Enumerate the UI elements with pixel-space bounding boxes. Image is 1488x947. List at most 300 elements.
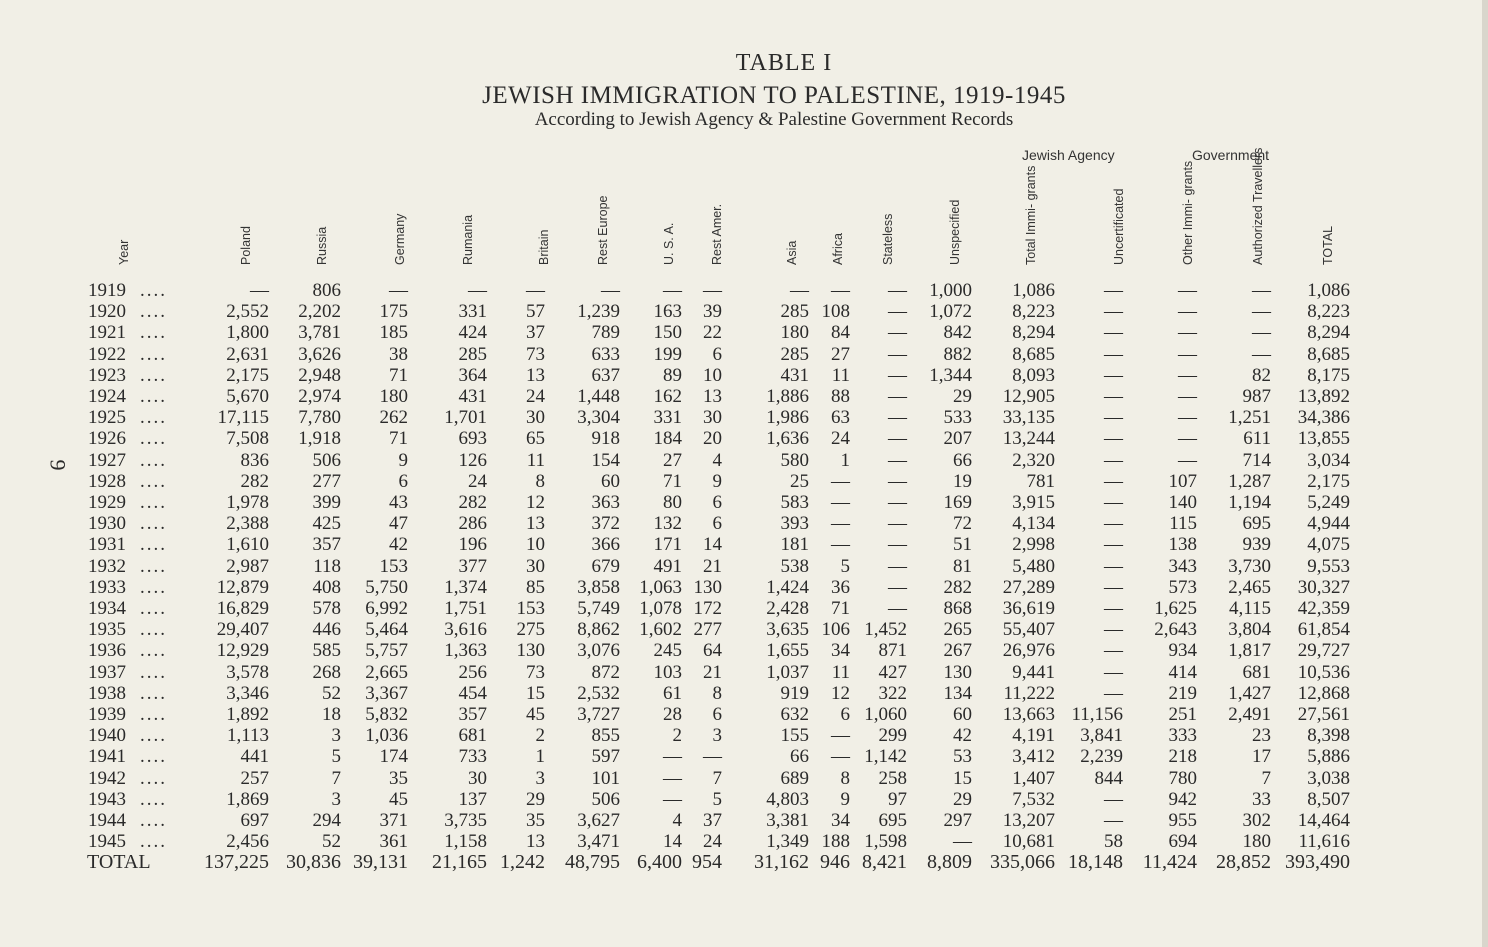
cell-usa: 491 [653, 555, 682, 577]
cell-britain: 3 [535, 767, 545, 789]
cell-stateless: — [888, 449, 907, 471]
cell-germany: 153 [379, 555, 408, 577]
cell-poland: 1,978 [226, 492, 269, 513]
cell-year: 1934 [88, 598, 126, 619]
cell-africa: — [831, 470, 850, 492]
cell-rumania: 693 [458, 428, 487, 450]
cell-africa: 63 [831, 407, 850, 429]
cell-rumania: 285 [458, 343, 487, 365]
cell-germany: 71 [389, 428, 408, 450]
cell-total-immigrants: 8,294 [1012, 322, 1055, 344]
cell-authorized-travellers: 1,427 [1228, 682, 1271, 704]
cell-poland: 2,388 [226, 513, 269, 535]
cell-rest-europe: 855 [591, 725, 620, 747]
cell-poland: 2,552 [226, 301, 269, 323]
column-header-total-immigrants [1014, 165, 1038, 278]
cell-total: 12,868 [1297, 682, 1350, 704]
column-header-year [107, 178, 129, 278]
cell-year: 1936 [88, 640, 126, 662]
cell-britain: 29 [526, 788, 545, 810]
cell-unspecified: 1,072 [929, 301, 972, 323]
cell-authorized-travellers: — [1252, 343, 1271, 365]
cell-africa: 1 [840, 449, 850, 471]
leader-dots: .... [140, 534, 167, 556]
cell-germany: 174 [379, 746, 408, 768]
column-header-label: TOTAL [1321, 225, 1335, 265]
cell-authorized-travellers: 23 [1252, 725, 1271, 747]
cell-usa: 4 [672, 810, 682, 831]
cell-poland: 441 [240, 746, 269, 768]
cell-asia: 1,424 [766, 576, 809, 598]
cell-britain: 11 [526, 449, 545, 471]
cell-stateless: — [888, 598, 907, 619]
cell-stateless: 1,452 [864, 619, 907, 641]
column-header-authorized-travellers [1241, 147, 1265, 278]
cell-rest-europe: 60 [601, 470, 620, 492]
cell-africa: 5 [840, 555, 850, 577]
column-header-label: Africa [831, 233, 845, 265]
cell-africa: — [831, 513, 850, 535]
cell-rumania: 431 [458, 386, 487, 407]
cell-authorized-travellers: 1,251 [1228, 407, 1271, 429]
cell-rest-europe: 872 [591, 661, 620, 683]
table-row [0, 598, 1488, 619]
cell-total-immigrants: 55,407 [1002, 619, 1055, 641]
column-header-label: Asia [785, 240, 799, 265]
cell-asia: 3,635 [766, 619, 809, 641]
cell-total-immigrants: 4,134 [1012, 513, 1055, 535]
cell-authorized-travellers: 3,804 [1228, 619, 1271, 641]
cell-rest-amer: 277 [693, 619, 722, 641]
cell-other-immigrants: 1,625 [1154, 598, 1197, 619]
cell-rest-amer: 64 [703, 640, 722, 662]
cell-other-immigrants: 219 [1168, 682, 1197, 704]
cell-other-immigrants: — [1178, 386, 1197, 407]
total-cell-stateless: 8,421 [862, 851, 907, 873]
cell-britain: 13 [526, 513, 545, 535]
cell-poland: 5,670 [226, 386, 269, 407]
cell-uncertificated: — [1104, 619, 1123, 641]
cell-britain: 35 [526, 810, 545, 831]
cell-usa: 171 [653, 534, 682, 556]
cell-britain: 15 [526, 682, 545, 704]
cell-poland: 12,879 [216, 576, 269, 598]
cell-russia: 3 [331, 788, 341, 810]
cell-germany: 38 [389, 343, 408, 365]
leader-dots: .... [140, 746, 167, 768]
cell-stateless: — [888, 343, 907, 365]
cell-poland: — [250, 280, 269, 301]
cell-rest-amer: 8 [712, 682, 722, 704]
cell-rest-amer: 6 [712, 343, 722, 365]
cell-total-immigrants: 10,681 [1002, 831, 1055, 853]
cell-rest-europe: 372 [591, 513, 620, 535]
table-row [0, 386, 1488, 407]
cell-stateless: 695 [878, 810, 907, 831]
table-row [0, 428, 1488, 449]
cell-rest-europe: 918 [591, 428, 620, 450]
cell-stateless: 1,598 [864, 831, 907, 853]
cell-unspecified: 265 [943, 619, 972, 641]
cell-usa: — [663, 788, 682, 810]
table-row [0, 365, 1488, 386]
cell-usa: — [663, 767, 682, 789]
cell-usa: 1,063 [639, 576, 682, 598]
cell-year: 1939 [88, 704, 126, 725]
cell-rest-europe: 3,304 [577, 407, 620, 429]
cell-germany: 1,036 [365, 725, 408, 747]
cell-other-immigrants: 934 [1168, 640, 1197, 662]
leader-dots: .... [140, 810, 167, 831]
cell-rest-europe: 633 [591, 343, 620, 365]
cell-britain: 12 [526, 492, 545, 513]
cell-britain: — [526, 280, 545, 301]
cell-asia: 66 [790, 746, 809, 768]
page-number: 9 [45, 459, 71, 471]
cell-authorized-travellers: 4,115 [1228, 598, 1271, 619]
cell-rest-amer: 172 [693, 598, 722, 619]
table-row [0, 810, 1488, 831]
cell-total-immigrants: 12,905 [1002, 386, 1055, 407]
leader-dots: .... [140, 280, 167, 301]
cell-britain: 130 [516, 640, 545, 662]
cell-asia: 431 [780, 364, 809, 386]
cell-africa: 71 [831, 598, 850, 619]
cell-total-immigrants: 13,244 [1002, 428, 1055, 450]
cell-africa: 9 [840, 788, 850, 810]
leader-dots: .... [140, 788, 167, 810]
total-cell-unspecified: 8,809 [927, 851, 972, 873]
cell-total: 27,561 [1297, 704, 1350, 725]
cell-rest-amer: 21 [703, 661, 722, 683]
cell-stateless: — [888, 576, 907, 598]
cell-uncertificated: — [1104, 661, 1123, 683]
cell-year: 1944 [88, 810, 126, 831]
cell-rest-amer: 37 [703, 810, 722, 831]
column-header-label: Rest Europe [596, 195, 610, 265]
cell-total-immigrants: 5,480 [1012, 555, 1055, 577]
cell-year: 1925 [88, 407, 126, 429]
cell-britain: 153 [516, 598, 545, 619]
cell-year: 1937 [88, 661, 126, 683]
cell-poland: 29,407 [216, 619, 269, 641]
cell-rest-amer: 3 [712, 725, 722, 747]
cell-asia: 1,037 [766, 661, 809, 683]
total-cell-usa: 6,400 [637, 851, 682, 873]
cell-usa: — [663, 746, 682, 768]
cell-total-immigrants: 781 [1026, 470, 1055, 492]
cell-authorized-travellers: 939 [1242, 534, 1271, 556]
table-row [0, 768, 1488, 789]
cell-russia: 294 [312, 810, 341, 831]
cell-rumania: 364 [458, 364, 487, 386]
cell-russia: 7 [331, 767, 341, 789]
cell-unspecified: 130 [943, 661, 972, 683]
cell-stateless: — [888, 513, 907, 535]
column-header-uncertificated [1102, 178, 1124, 278]
cell-asia: 155 [780, 725, 809, 747]
cell-total-immigrants: 1,086 [1012, 280, 1055, 301]
table-title: TABLE I [735, 50, 833, 76]
cell-rest-europe: 8,862 [577, 619, 620, 641]
cell-authorized-travellers: 695 [1242, 513, 1271, 535]
cell-germany: 2,665 [365, 661, 408, 683]
cell-asia: 393 [780, 513, 809, 535]
cell-rumania: 24 [468, 470, 487, 492]
cell-unspecified: 66 [953, 449, 972, 471]
cell-germany: 262 [379, 407, 408, 429]
cell-uncertificated: — [1104, 364, 1123, 386]
cell-rumania: — [468, 280, 487, 301]
leader-dots: .... [140, 428, 167, 450]
cell-poland: 2,631 [226, 343, 269, 365]
cell-africa: — [831, 280, 850, 301]
cell-other-immigrants: 942 [1168, 788, 1197, 810]
cell-asia: — [790, 280, 809, 301]
cell-poland: 2,456 [226, 831, 269, 853]
cell-britain: 85 [526, 576, 545, 598]
cell-germany: 361 [379, 831, 408, 853]
cell-africa: 108 [821, 301, 850, 323]
cell-total: 10,536 [1297, 661, 1350, 683]
cell-rumania: 1,158 [444, 831, 487, 853]
cell-other-immigrants: 138 [1168, 534, 1197, 556]
cell-asia: 583 [780, 492, 809, 513]
cell-year: 1923 [88, 364, 126, 386]
cell-russia: 3,781 [298, 322, 341, 344]
cell-germany: 43 [389, 492, 408, 513]
cell-rest-amer: 30 [703, 407, 722, 429]
column-header-label: Rumania [461, 214, 475, 265]
column-header-label: Uncertificated [1112, 188, 1126, 265]
cell-unspecified: 267 [943, 640, 972, 662]
cell-rest-amer: 21 [703, 555, 722, 577]
cell-asia: 632 [780, 704, 809, 725]
cell-year: 1919 [88, 280, 126, 301]
cell-rumania: 256 [458, 661, 487, 683]
cell-africa: 11 [831, 661, 850, 683]
cell-stateless: — [888, 428, 907, 450]
leader-dots: .... [140, 513, 167, 535]
cell-africa: 24 [831, 428, 850, 450]
cell-britain: 73 [526, 661, 545, 683]
cell-rumania: 3,735 [444, 810, 487, 831]
leader-dots: .... [140, 661, 167, 683]
cell-other-immigrants: 2,643 [1154, 619, 1197, 641]
cell-asia: 580 [780, 449, 809, 471]
table-row [0, 640, 1488, 661]
cell-authorized-travellers: 3,730 [1228, 555, 1271, 577]
cell-authorized-travellers: 2,491 [1228, 704, 1271, 725]
cell-rumania: 126 [458, 449, 487, 471]
cell-asia: 919 [780, 682, 809, 704]
cell-total: 4,944 [1307, 513, 1350, 535]
total-cell-other-immigrants: 11,424 [1142, 851, 1197, 873]
cell-rumania: 681 [458, 725, 487, 747]
cell-russia: 3,626 [298, 343, 341, 365]
cell-britain: 65 [526, 428, 545, 450]
column-header-label: U. S. A. [662, 222, 676, 265]
cell-africa: 88 [831, 386, 850, 407]
table-subtitle: JEWISH IMMIGRATION TO PALESTINE, 1919-1945 [482, 82, 1066, 109]
cell-rumania: 424 [458, 322, 487, 344]
leader-dots: .... [140, 364, 167, 386]
cell-rumania: 377 [458, 555, 487, 577]
cell-year: 1933 [88, 576, 126, 598]
cell-unspecified: 53 [953, 746, 972, 768]
cell-total: 4,075 [1307, 534, 1350, 556]
leader-dots: .... [140, 682, 167, 704]
cell-authorized-travellers: 302 [1242, 810, 1271, 831]
cell-unspecified: 42 [953, 725, 972, 747]
leader-dots: .... [140, 831, 167, 853]
cell-year: 1935 [88, 619, 126, 641]
cell-uncertificated: — [1104, 788, 1123, 810]
cell-uncertificated: — [1104, 598, 1123, 619]
leader-dots: .... [140, 343, 167, 365]
cell-rumania: 1,374 [444, 576, 487, 598]
cell-total-immigrants: 26,976 [1002, 640, 1055, 662]
cell-unspecified: 207 [943, 428, 972, 450]
cell-total-immigrants: 9,441 [1012, 661, 1055, 683]
cell-rest-europe: 2,532 [577, 682, 620, 704]
cell-poland: 1,610 [226, 534, 269, 556]
cell-usa: 103 [653, 661, 682, 683]
cell-rest-europe: 3,076 [577, 640, 620, 662]
cell-rumania: 357 [458, 704, 487, 725]
cell-year: 1941 [88, 746, 126, 768]
cell-authorized-travellers: 1,817 [1228, 640, 1271, 662]
cell-britain: 73 [526, 343, 545, 365]
cell-germany: 180 [379, 386, 408, 407]
cell-uncertificated: — [1104, 576, 1123, 598]
cell-total-immigrants: 36,619 [1002, 598, 1055, 619]
cell-unspecified: 60 [953, 704, 972, 725]
cell-year: 1942 [88, 767, 126, 789]
cell-total: 8,223 [1307, 301, 1350, 323]
column-header-britain [527, 178, 549, 278]
cell-rest-europe: 3,627 [577, 810, 620, 831]
cell-africa: 34 [831, 810, 850, 831]
cell-total: 61,854 [1297, 619, 1350, 641]
cell-total-immigrants: 3,412 [1012, 746, 1055, 768]
cell-africa: 6 [840, 704, 850, 725]
cell-total-immigrants: 4,191 [1012, 725, 1055, 747]
cell-unspecified: 169 [943, 492, 972, 513]
cell-rest-europe: 637 [591, 364, 620, 386]
cell-usa: 163 [653, 301, 682, 323]
leader-dots: .... [140, 598, 167, 619]
cell-rest-amer: 130 [693, 576, 722, 598]
cell-unspecified: 19 [953, 470, 972, 492]
cell-total-immigrants: 2,998 [1012, 534, 1055, 556]
cell-uncertificated: 2,239 [1080, 746, 1123, 768]
cell-stateless: 258 [878, 767, 907, 789]
total-cell-britain: 1,242 [500, 851, 545, 873]
column-header-label: Total Immi- grants [1024, 165, 1038, 265]
cell-stateless: — [888, 555, 907, 577]
column-header-label: Authorized Travellers [1251, 147, 1265, 265]
column-header-label: Other Immi- grants [1181, 160, 1195, 265]
cell-total: 5,249 [1307, 492, 1350, 513]
cell-poland: 257 [240, 767, 269, 789]
cell-britain: 57 [526, 301, 545, 323]
cell-russia: 399 [312, 492, 341, 513]
cell-russia: 2,948 [298, 364, 341, 386]
cell-rest-europe: 3,471 [577, 831, 620, 853]
cell-rest-europe: 1,448 [577, 386, 620, 407]
cell-africa: 106 [821, 619, 850, 641]
cell-africa: 36 [831, 576, 850, 598]
cell-asia: 1,655 [766, 640, 809, 662]
cell-africa: — [831, 746, 850, 768]
cell-year: 1928 [88, 470, 126, 492]
cell-rest-europe: 3,858 [577, 576, 620, 598]
cell-rest-amer: — [703, 280, 722, 301]
cell-rest-amer: 22 [703, 322, 722, 344]
cell-germany: 45 [389, 788, 408, 810]
cell-uncertificated: — [1104, 640, 1123, 662]
cell-poland: 1,800 [226, 322, 269, 344]
cell-rumania: 3,616 [444, 619, 487, 641]
cell-germany: 47 [389, 513, 408, 535]
cell-total-immigrants: 2,320 [1012, 449, 1055, 471]
leader-dots: .... [140, 640, 167, 662]
cell-uncertificated: 844 [1094, 767, 1123, 789]
cell-rest-amer: 7 [712, 767, 722, 789]
cell-unspecified: 1,000 [929, 280, 972, 301]
column-header-rest-amer [700, 178, 722, 278]
cell-authorized-travellers: 611 [1243, 428, 1271, 450]
cell-germany: — [389, 280, 408, 301]
cell-uncertificated: — [1104, 407, 1123, 429]
cell-stateless: — [888, 364, 907, 386]
cell-asia: 3,381 [766, 810, 809, 831]
cell-rest-europe: — [601, 280, 620, 301]
cell-asia: 4,803 [766, 788, 809, 810]
cell-total: 8,294 [1307, 322, 1350, 344]
column-header-africa [821, 178, 843, 278]
cell-authorized-travellers: 1,287 [1228, 470, 1271, 492]
cell-germany: 42 [389, 534, 408, 556]
cell-authorized-travellers: 82 [1252, 364, 1271, 386]
cell-usa: 28 [663, 704, 682, 725]
cell-asia: 1,886 [766, 386, 809, 407]
table-row [0, 577, 1488, 598]
cell-britain: 1 [535, 746, 545, 768]
cell-total-immigrants: 3,915 [1012, 492, 1055, 513]
table-row [0, 534, 1488, 555]
cell-germany: 9 [398, 449, 408, 471]
cell-authorized-travellers: 180 [1242, 831, 1271, 853]
cell-rest-europe: 101 [591, 767, 620, 789]
cell-stateless: — [888, 280, 907, 301]
cell-poland: 2,987 [226, 555, 269, 577]
cell-total: 1,086 [1307, 280, 1350, 301]
leader-dots: .... [140, 407, 167, 429]
cell-stateless: — [888, 470, 907, 492]
cell-rest-europe: 1,239 [577, 301, 620, 323]
table-row [0, 280, 1488, 301]
cell-unspecified: 134 [943, 682, 972, 704]
cell-rest-europe: 366 [591, 534, 620, 556]
cell-total: 5,886 [1307, 746, 1350, 768]
cell-rumania: 331 [458, 301, 487, 323]
cell-russia: 425 [312, 513, 341, 535]
cell-year: 1940 [88, 725, 126, 747]
cell-total: 11,616 [1298, 831, 1350, 853]
total-cell-russia: 30,836 [286, 851, 341, 873]
